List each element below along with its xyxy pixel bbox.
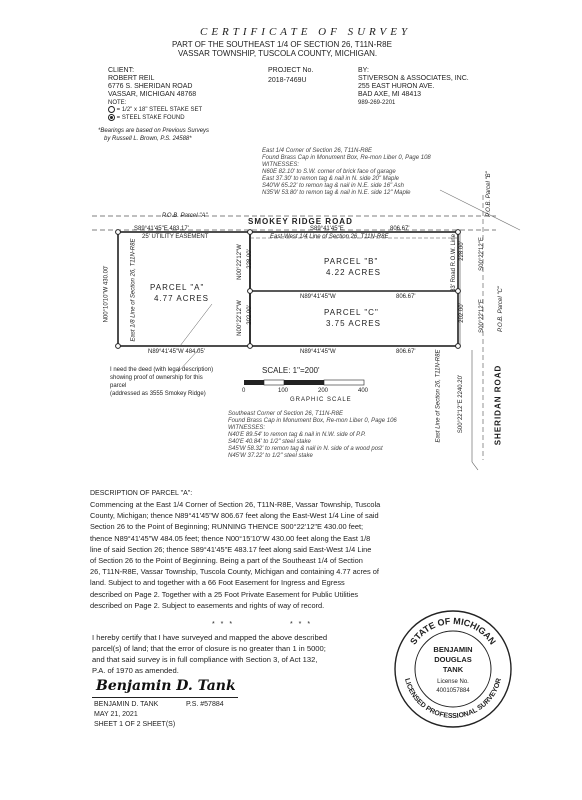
- stake-icon: [248, 344, 253, 349]
- top-bearing-b: S89°41'45"E: [310, 226, 344, 232]
- se-note-4: N40'E 89.54' to remon tag & nail in N.W. side of P.P.: [228, 432, 366, 438]
- seal-state-text: STATE OF MICHIGAN: [408, 615, 498, 647]
- description-line: 26, T11N-R8E, Vassar Township, Tuscola County, Michigan and containing 4.77 acres of: [90, 567, 379, 577]
- project-label: PROJECT No.: [268, 67, 314, 74]
- certification-line-2: parcel(s) of land; that the error of closure is no greater than 1 in 5000;: [92, 644, 326, 653]
- description-line: thence N89°41'45"W 484.05 feet; thence N00°15'10"W 430.00 feet along the East 1/8: [90, 533, 371, 543]
- description-line: County, Michigan; thence N89°41'45"W 806.67 feet along the East-West 1/4 Line of said: [90, 511, 379, 521]
- top-distance-b: 806.67': [390, 226, 410, 232]
- scale-seg-3: [284, 380, 324, 385]
- pob-parcel-a: P.O.B. Parcel "A": [162, 213, 208, 219]
- surveyor-seal: [392, 608, 514, 730]
- top-bearing-a: S89°41'45"E 483.17': [134, 226, 189, 232]
- se-corner-tick: [472, 462, 478, 470]
- parcel-c-name: PARCEL "C": [324, 308, 379, 317]
- seal-name-2: DOUGLAS: [434, 655, 472, 664]
- certification-line-3: and that said survey is in full compliance with Section 3, of Act 132,: [92, 655, 318, 664]
- interior-distance-1: 228.00': [246, 249, 253, 269]
- se-note-7: N45'W 37.22' to 1/2" steel stake: [228, 453, 313, 459]
- ne-note-1: East 1/4 Corner of Section 26, T11N-R8E: [262, 148, 372, 154]
- scale-caption: GRAPHIC SCALE: [290, 397, 352, 403]
- east-west-line-label: East-West 1/4 Line of Section 26, T11N-R8E: [270, 234, 389, 240]
- firm-phone: 989-269-2201: [358, 100, 396, 106]
- scale-seg-1: [244, 380, 264, 385]
- description-body: [90, 499, 380, 611]
- parcel-b-name: PARCEL "B": [324, 257, 379, 266]
- east-1-8-line-label: East 1/8 Line of Section 26, T11N-R8E: [130, 238, 137, 342]
- firm-name: STIVERSON & ASSOCIATES, INC.: [358, 75, 469, 82]
- document-title: CERTIFICATE OF SURVEY: [200, 26, 412, 38]
- sheet-number: SHEET 1 OF 2 SHEET(S): [94, 721, 176, 728]
- seal-license-label: License No.: [437, 679, 469, 685]
- parcel-b-acres: 4.22 ACRES: [326, 268, 381, 277]
- client-address-1: 6776 S. SHERIDAN ROAD: [108, 83, 193, 90]
- scale-tick-0: 0: [242, 388, 246, 394]
- se-note-3: WITNESSES:: [228, 425, 266, 431]
- by-label: BY:: [358, 67, 369, 74]
- description-line: described on Page 2. Subject to easements and rights of way of record.: [90, 600, 325, 610]
- seal-license-number: 4001057884: [436, 688, 470, 694]
- handnote-2: showing proof of ownership for this: [110, 375, 203, 381]
- client-address-2: VASSAR, MICHIGAN 48768: [108, 91, 197, 98]
- separator-stars-1: * * *: [212, 621, 235, 628]
- ne-note-4: N60E 82.10' to S.W. corner of brick face of garage: [262, 169, 396, 175]
- ne-note-6: S40'W 65.22' to remon tag & nail in N.E. side 16" Ash: [262, 183, 404, 189]
- right-bearing-1: S00°22'12"E: [478, 237, 485, 271]
- certification-line-1: I hereby certify that I have surveyed and mapped the above described: [92, 633, 328, 642]
- middle-distance: 806.67': [396, 294, 416, 300]
- ne-note-3: WITNESSES:: [262, 162, 300, 168]
- se-note-2: Found Brass Cap in Monument Box, Re-mon Liber 0, Page 106: [228, 418, 397, 424]
- seal-name-3: TANK: [442, 665, 464, 674]
- scale-tick-100: 100: [278, 388, 289, 394]
- left-bearing: N00°10'10"W 430.00': [103, 265, 110, 323]
- se-note-6: S45'W 58.32' to remon tag & nail in N. side of a wood post: [228, 446, 383, 452]
- interior-bearing-1: N00°22'12"W: [236, 244, 243, 280]
- ne-note-7: N35'W 53.80' to remon tag & nail in N.E. side 12" Maple: [262, 190, 411, 196]
- certification-line-4: P.A. of 1970 as amended.: [92, 666, 179, 675]
- east-section-line-label: East Line of Section 26, T11N-R8E: [435, 349, 442, 443]
- survey-date: MAY 21, 2021: [94, 711, 138, 718]
- scale-seg-2: [264, 380, 284, 385]
- ne-note-2: Found Brass Cap in Monument Box, Re-mon Liber 0, Page 108: [262, 155, 431, 161]
- scale-tick-400: 400: [358, 388, 369, 394]
- client-label: CLIENT:: [108, 67, 135, 74]
- project-number: 2018-7469U: [268, 77, 307, 84]
- scale-tick-200: 200: [318, 388, 329, 394]
- east-section-distance: S00°22'12"E 2240.20': [458, 374, 465, 434]
- surveyor-name: BENJAMIN D. TANK: [94, 701, 159, 708]
- pob-parcel-b: P.O.B. Parcel "B": [485, 171, 492, 217]
- firm-address-2: BAD AXE, MI 48413: [358, 91, 422, 98]
- interior-bearing-2: N00°22'12"W: [236, 300, 243, 336]
- firm-address-1: 255 EAST HURON AVE.: [358, 83, 435, 90]
- pob-parcel-c: P.O.B. Parcel "C": [497, 286, 504, 332]
- description-line: of Section 26 to the Point of Beginning. Being a part of the Southeast 1/4 of Section: [90, 556, 363, 566]
- stake-icon: [248, 230, 253, 235]
- se-note-1: Southeast Corner of Section 26, T11N-R8E: [228, 411, 343, 417]
- seal-license-text: LICENSED PROFESSIONAL SURVEYOR: [403, 677, 503, 721]
- subtitle-location: VASSAR TOWNSHIP, TUSCOLA COUNTY, MICHIGAN.: [178, 49, 378, 58]
- interior-distance-2: 202.00': [246, 305, 253, 325]
- stake-icon: [116, 230, 121, 235]
- handwritten-signature: Benjamin D. Tank: [96, 678, 236, 694]
- separator-stars-2: * * *: [290, 621, 313, 628]
- handnote-3: parcel: [110, 383, 127, 389]
- subtitle-section: PART OF THE SOUTHEAST 1/4 OF SECTION 26, T11N-R8E: [172, 40, 392, 49]
- parcel-a-acres: 4.77 ACRES: [154, 294, 209, 303]
- surveyor-license: P.S. #57884: [186, 701, 224, 708]
- stake-icon: [116, 344, 121, 349]
- description-heading: DESCRIPTION OF PARCEL "A":: [90, 490, 193, 497]
- description-line: Section 26 to the Point of Beginning; RUNNING THENCE S00°22'12"E 430.00 feet;: [90, 522, 364, 532]
- se-note-5: S40'E 40.84' to 1/2" steel stake: [228, 439, 311, 445]
- handnote-4: (addressed as 3555 Smokey Ridge): [110, 391, 206, 397]
- row-line-label: 33' Road R.O.W. Line: [450, 234, 457, 292]
- road-label-sheridan: SHERIDAN ROAD: [493, 364, 503, 446]
- parcel-c-acres: 3.75 ACRES: [326, 319, 381, 328]
- parcel-a-name: PARCEL "A": [150, 283, 205, 292]
- legend-stake-set-text: = 1/2" x 18" STEEL STAKE SET: [116, 107, 203, 114]
- bottom-distance-c: 806.67': [396, 349, 416, 355]
- description-line: land. Subject to and together with a 66 Foot Easement for Ingress and Egress: [90, 578, 345, 588]
- ne-leader: [440, 190, 520, 230]
- handnote-1: I need the deed (with legal description): [110, 367, 214, 373]
- middle-bearing: N89°41'45"W: [300, 294, 336, 300]
- right-bearing-2: S00°22'12"E: [478, 299, 485, 333]
- description-line: Commencing at the East 1/4 Corner of Section 26, T11N-R8E, Vassar Township, Tuscola: [90, 500, 381, 509]
- stake-icon: [456, 344, 461, 349]
- bottom-bearing-c: N89°41'45"W: [300, 349, 336, 355]
- utility-easement-label: 25' UTILITY EASEMENT: [142, 234, 209, 240]
- description-line: described on Page 2. Together with a 25 Foot Private Easement for Public Utilities: [90, 589, 359, 599]
- right-distance-1: 228.00': [458, 241, 465, 261]
- client-name: ROBERT REIL: [108, 75, 155, 82]
- legend-stake-found-text: = STEEL STAKE FOUND: [116, 115, 185, 122]
- note-label: NOTE:: [108, 100, 127, 106]
- parcel-a-leader: [180, 304, 212, 346]
- bearings-note-1: *Bearings are based on Previous Surveys: [98, 128, 210, 134]
- scale-label: SCALE: 1"=200': [262, 366, 320, 375]
- signature-rule: [92, 697, 238, 698]
- road-label-smokey-ridge: SMOKEY RIDGE ROAD: [248, 217, 353, 226]
- ne-note-5: East 37.30' to remon tag & nail in N. side 20" Maple: [262, 176, 400, 182]
- seal-name-1: BENJAMIN: [433, 645, 473, 654]
- right-distance-2: 202.00': [458, 303, 465, 323]
- bearings-note-2: by Russell L. Brown, P.S. 24588*: [104, 136, 192, 142]
- stake-icon: [248, 289, 253, 294]
- scale-seg-4: [324, 380, 364, 385]
- description-line: line of said Section 26; thence S89°41'45"E 483.17 feet along said East-West 1/4 Line: [90, 544, 372, 554]
- bottom-bearing-a: N89°41'45"W 484.05': [148, 349, 205, 355]
